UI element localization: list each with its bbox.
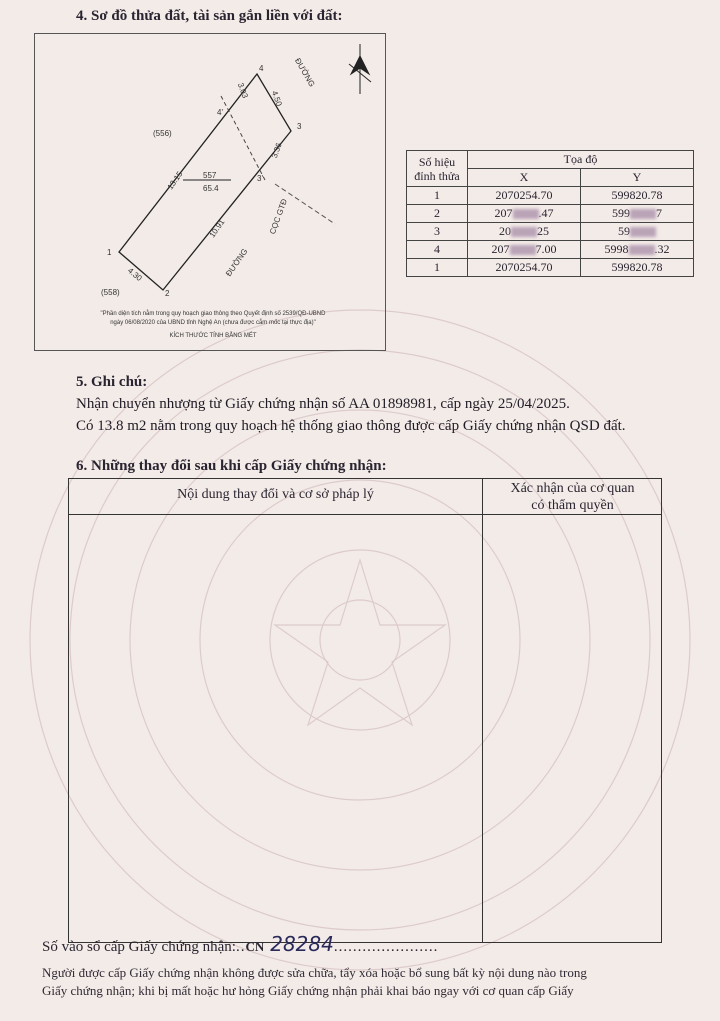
road-label-top: ĐƯỜNG <box>292 56 317 89</box>
register-label: Số vào sổ cấp Giấy chứng nhận: <box>42 939 236 955</box>
redaction <box>630 209 656 219</box>
vertex-label: 3' <box>257 174 263 183</box>
diagram-scale-note: KÍCH THƯỚC TÍNH BẰNG MÉT <box>169 333 257 339</box>
table-row <box>407 223 694 241</box>
note-line-1: Nhận chuyển nhượng từ Giấy chứng nhận số AA 01898981, cấp ngày 25/04/2025. <box>76 396 570 412</box>
coord-x <box>468 205 581 223</box>
section4-title: 4. Sơ đồ thửa đất, tài sản gắn liền với đất: <box>76 8 343 24</box>
coord-x <box>468 223 581 241</box>
redaction <box>630 227 656 237</box>
coord-x: 2070254.70 <box>468 259 581 277</box>
road-label-right: CỌC GTĐ <box>267 197 289 236</box>
coord-y-head: 599 <box>612 206 630 220</box>
coord-y-head: 59 <box>618 224 630 238</box>
notice-line-1: Người được cấp Giấy chứng nhận không được sửa chữa, tẩy xóa hoặc bổ sung bất kỳ nội dung nào trong <box>42 965 587 980</box>
coord-x-tail: 25 <box>537 224 549 238</box>
coordinate-table <box>406 150 694 277</box>
register-prefix: CN <box>245 939 265 954</box>
parcel-diagram <box>34 33 386 351</box>
redaction <box>513 209 539 219</box>
point-id: 3 <box>407 223 468 241</box>
edge-length: 3.36 <box>269 141 284 160</box>
point-id: 2 <box>407 205 468 223</box>
vertex-label: 4 <box>259 64 264 73</box>
point-id: 1 <box>407 187 468 205</box>
table-row <box>407 205 694 223</box>
coord-y <box>581 223 694 241</box>
parcel-area: 65.4 <box>203 184 219 193</box>
vertex-label: 1 <box>107 248 112 257</box>
coord-y-head: 5998 <box>604 242 629 256</box>
vertex-label: 2 <box>165 289 170 298</box>
parcel-drawing <box>35 34 387 352</box>
diagram-note-2: ngày 06/08/2020 của UBND tỉnh Nghệ An (chưa được cắm mốc tại thực địa)" <box>110 320 316 326</box>
vertex-label: 3 <box>297 122 302 131</box>
changes-table <box>68 478 662 943</box>
redaction <box>510 245 536 255</box>
note-line-2: Có 13.8 m2 nằm trong quy hoạch hệ thống giao thông được cấp Giấy chứng nhận QSD đất. <box>76 418 626 434</box>
coord-y: 599820.78 <box>581 259 694 277</box>
coord-y-tail: .32 <box>654 242 670 256</box>
coord-y <box>581 205 694 223</box>
parcel-number: 557 <box>203 171 217 180</box>
section6-title: 6. Những thay đổi sau khi cấp Giấy chứng nhận: <box>76 458 387 474</box>
notice-line-2: Giấy chứng nhận; khi bị mất hoặc hư hỏng Giấy chứng nhận phải khai báo ngay với cơ quan cấp Giấy <box>42 983 574 998</box>
coord-x-head: 20 <box>499 224 511 238</box>
road-label-middle: ĐƯỜNG <box>224 247 250 278</box>
changes-col-confirm-1: Xác nhận của cơ quan <box>510 481 635 496</box>
header-coord: Tọa độ <box>468 151 694 169</box>
register-number: 28284 <box>270 932 334 956</box>
diagram-note-1: "Phần diện tích nằm trong quy hoạch giao thông theo Quyết định số 2539/QĐ-UBND <box>100 311 326 317</box>
edge-length: 4.50 <box>269 89 284 108</box>
changes-col-content: Nội dung thay đổi và cơ sở pháp lý <box>177 487 374 502</box>
edge-length: 3.03 <box>235 81 250 100</box>
coord-y <box>581 241 694 259</box>
edge-length: 10.91 <box>207 217 227 240</box>
redaction <box>511 227 537 237</box>
vertex-label: 4' <box>217 108 223 117</box>
header-x: X <box>468 169 581 187</box>
neighbor-top-left: (556) <box>153 129 172 138</box>
edge-length: 13.15 <box>165 169 185 192</box>
table-row <box>407 259 694 277</box>
point-id: 1 <box>407 259 468 277</box>
redaction <box>629 245 655 255</box>
header-y: Y <box>581 169 694 187</box>
column-divider <box>482 479 483 942</box>
coord-x-tail: .47 <box>538 206 554 220</box>
coord-x-head: 207 <box>494 206 513 220</box>
section5-title: 5. Ghi chú: <box>76 374 148 390</box>
coord-y-tail: 7 <box>656 206 662 220</box>
coord-x <box>468 241 581 259</box>
coord-x-tail: 7.00 <box>535 242 557 256</box>
table-row <box>407 241 694 259</box>
changes-col-confirm-2: có thẩm quyền <box>531 498 614 513</box>
coord-x: 2070254.70 <box>468 187 581 205</box>
register-number-line: Số vào sổ cấp Giấy chứng nhận:..CN 28284...................... <box>42 932 439 956</box>
coord-y: 599820.78 <box>581 187 694 205</box>
neighbor-bottom-left: (558) <box>101 288 120 297</box>
edge-length: 4.30 <box>125 266 144 283</box>
table-row <box>407 187 694 205</box>
point-id: 4 <box>407 241 468 259</box>
header-point: Số hiệu đỉnh thửa <box>407 151 468 187</box>
header-divider <box>69 514 661 515</box>
coord-x-head: 207 <box>491 242 510 256</box>
